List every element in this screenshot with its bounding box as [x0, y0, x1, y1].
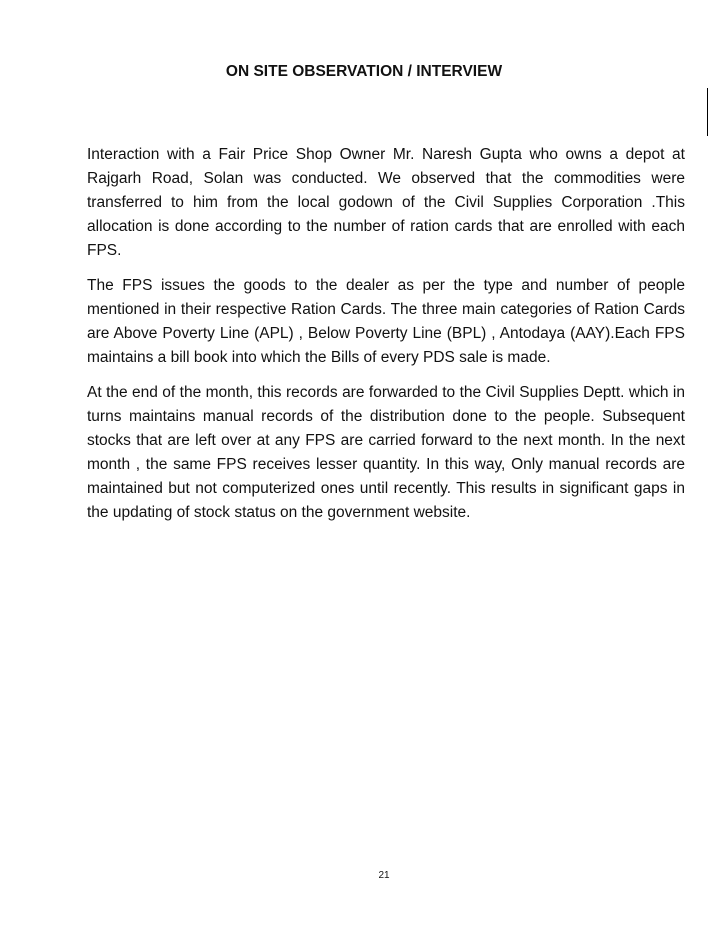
page-title: ON SITE OBSERVATION / INTERVIEW [225, 63, 503, 80]
paragraph-fps-issues: The FPS issues the goods to the dealer as per the type and number of people mentioned in their respective Ration Cards. The three main categories of Ration Cards are Above Poverty Line (APL) , Below Poverty Line (BPL) , Antodaya (AAY).Each FPS maintains a bill book into which the Bills of every PDS sale is made. [87, 277, 685, 366]
page-number: 21 [378, 870, 390, 881]
paragraph-interaction: Interaction with a Fair Price Shop Owner Mr. Naresh Gupta who owns a depot at Rajgarh Road, Solan was conducted. We observed that the commodities were transferred to him from the local godown of the Civil Supplies Corporation .This allocation is done according to the number of ration cards that are enrolled with each FPS. [87, 146, 685, 259]
document-body [87, 143, 685, 536]
paragraph-month-end: At the end of the month, this records are forwarded to the Civil Supplies Deptt. which in turns maintains manual records of the distribution done to the people. Subsequent stocks that are left over at any FPS are carried forward to the next month. In the next month , the same FPS receives lesser quantity. In this way, Only manual records are maintained but not computerized ones until recently. This results in significant gaps in the updating of stock status on the government website. [87, 384, 685, 521]
margin-rule [707, 88, 708, 136]
